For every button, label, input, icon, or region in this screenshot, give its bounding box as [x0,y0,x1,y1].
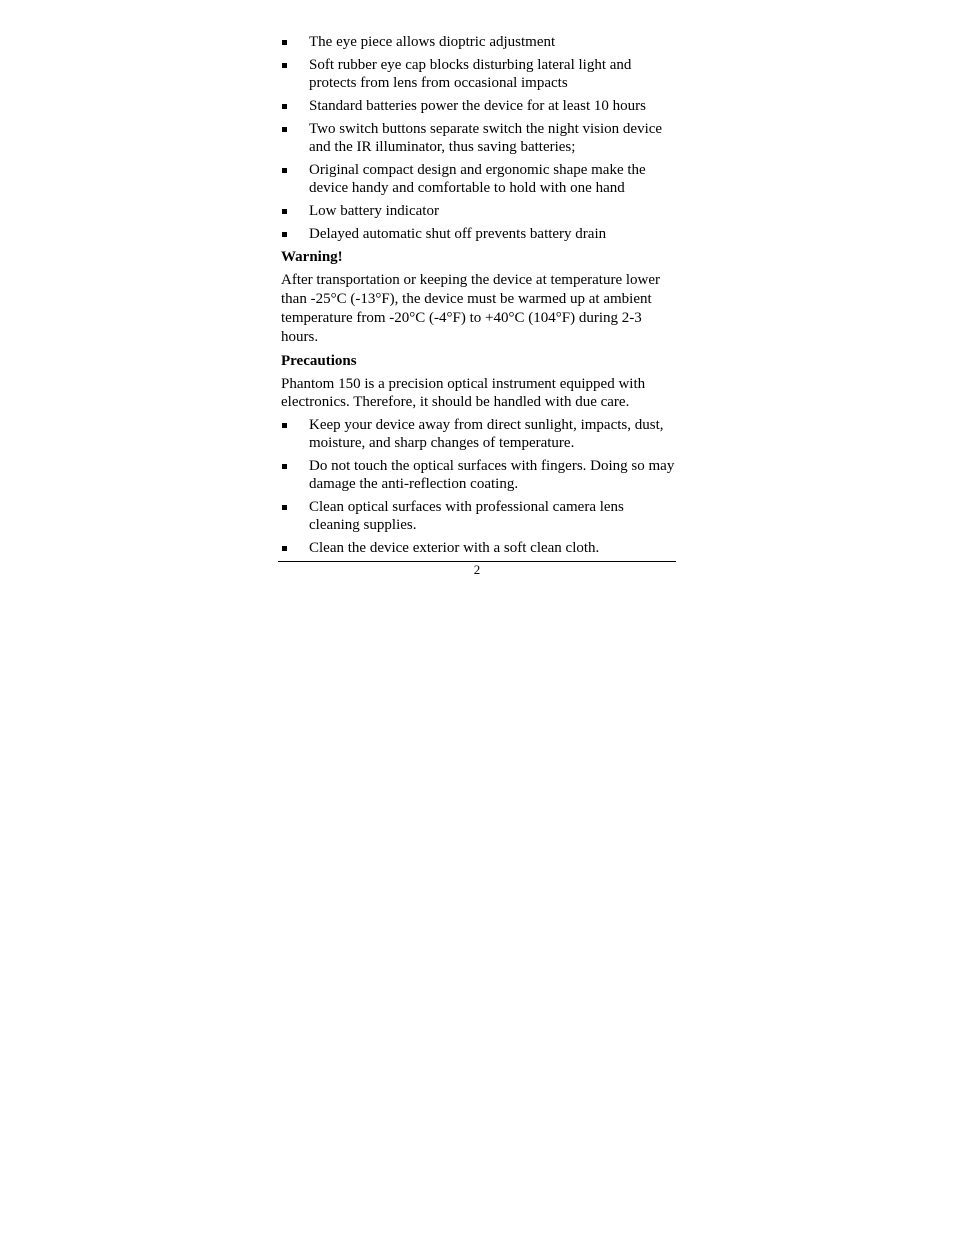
list-item-text: Soft rubber eye cap blocks disturbing lateral light and protects from lens from occasional impacts [309,57,632,91]
list-item-text: Clean optical surfaces with professional camera lens cleaning supplies. [309,499,624,533]
list-item-text: The eye piece allows dioptric adjustment [309,34,556,50]
list-item [281,202,676,220]
precautions-heading: Precautions [281,353,357,369]
square-bullet-icon [282,505,287,510]
square-bullet-icon [282,423,287,428]
precautions-intro: Phantom 150 is a precision optical instrument equipped with electronics. Therefore, it should be handled with due care. [281,376,646,410]
warning-heading: Warning! [281,249,343,265]
list-item-text: Clean the device exterior with a soft clean cloth. [309,540,600,556]
list-item [281,457,676,493]
list-item [281,498,676,534]
list-item [281,56,676,92]
document-page [281,33,676,562]
list-item-text: Do not touch the optical surfaces with fingers. Doing so may damage the anti-reflection coating. [309,458,675,492]
square-bullet-icon [282,63,287,68]
list-item-text: Two switch buttons separate switch the night vision device and the IR illuminator, thus saving batteries; [309,121,663,155]
list-item-text: Original compact design and ergonomic shape make the device handy and comfortable to hold with one hand [309,162,646,196]
square-bullet-icon [282,104,287,109]
square-bullet-icon [282,546,287,551]
warning-text: After transportation or keeping the device at temperature lower than -25°C (-13°F), the device must be warmed up at ambient temperature from -20°C (-4°F) to +40°C (104°F) during 2-3 hours. [281,272,661,345]
square-bullet-icon [282,168,287,173]
list-item-text: Delayed automatic shut off prevents battery drain [309,226,607,242]
list-item [281,416,676,452]
list-item [281,120,676,156]
list-item-text: Keep your device away from direct sunlight, impacts, dust, moisture, and sharp changes of temperature. [309,417,664,451]
square-bullet-icon [282,40,287,45]
list-item [281,161,676,197]
feature-list [281,33,676,243]
square-bullet-icon [282,209,287,214]
page-number: 2 [473,562,481,577]
list-item-text: Low battery indicator [309,203,439,219]
square-bullet-icon [282,464,287,469]
list-item [281,225,676,243]
square-bullet-icon [282,127,287,132]
list-item [281,97,676,115]
square-bullet-icon [282,232,287,237]
list-item [281,539,676,557]
precautions-list [281,416,676,557]
list-item [281,33,676,51]
list-item-text: Standard batteries power the device for at least 10 hours [309,98,646,114]
